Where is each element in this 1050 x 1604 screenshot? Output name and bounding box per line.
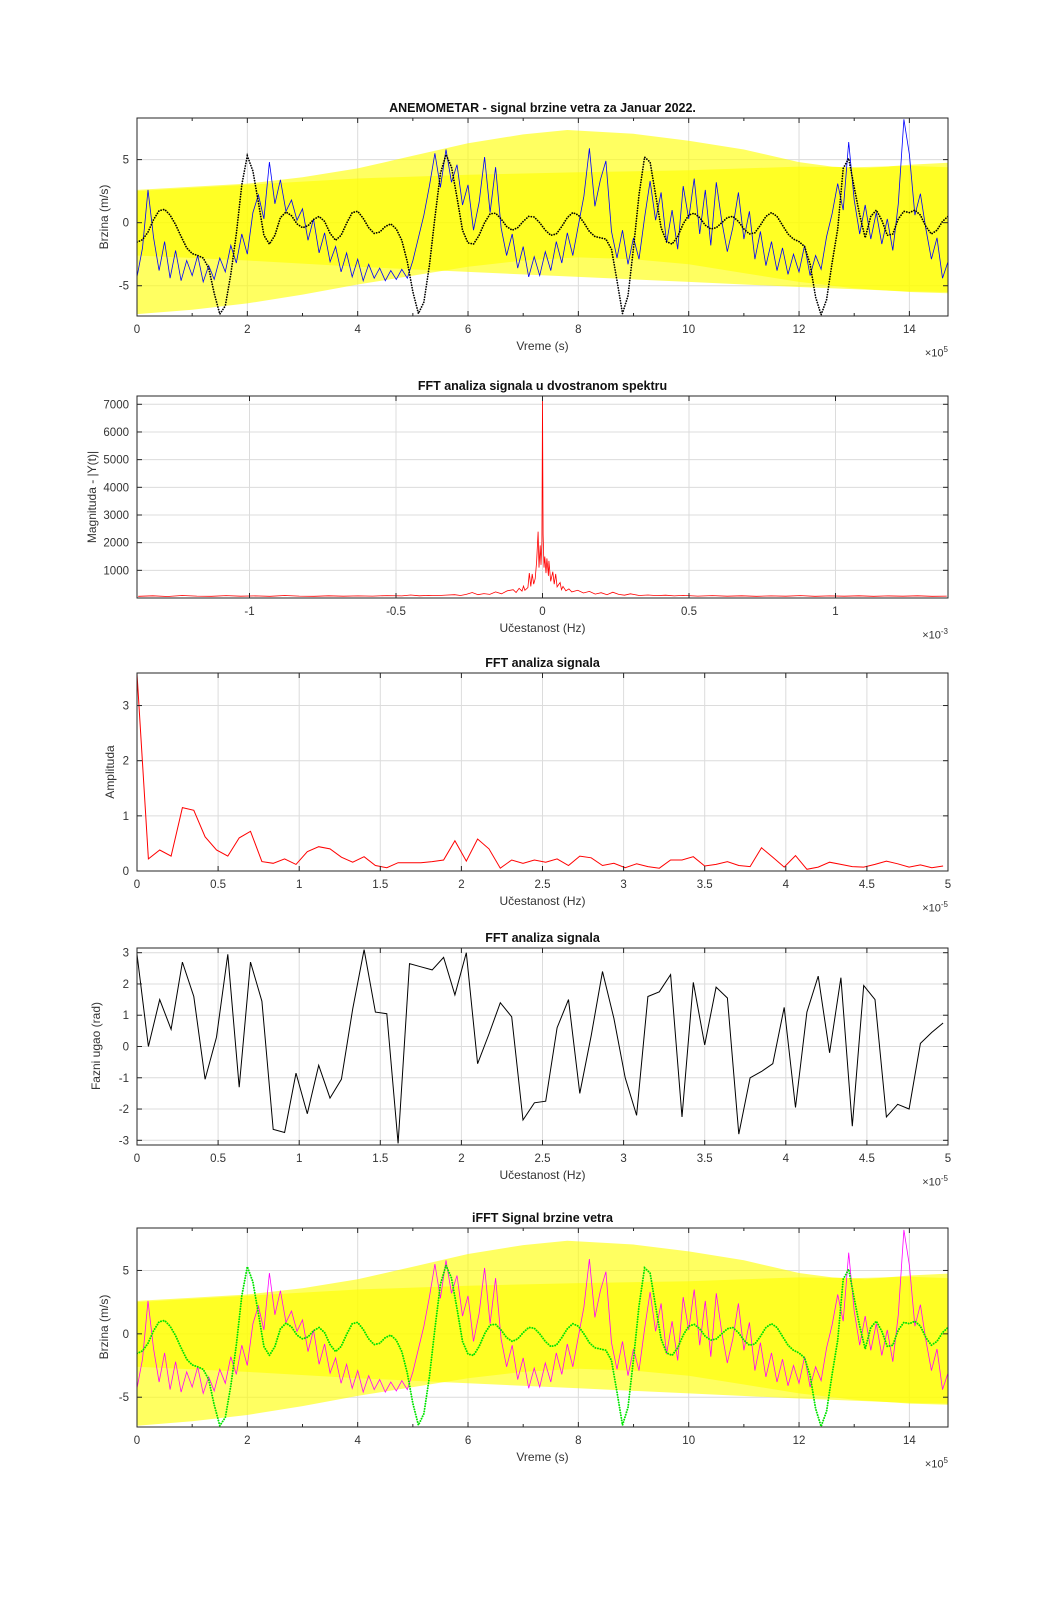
ytick-label: 3: [122, 700, 129, 713]
plot-fft-dvostrani-spektar: [103, 396, 948, 618]
plot1-x-exponent: $\times 10^5$: [924, 345, 948, 360]
xtick-label: 2: [244, 1435, 251, 1447]
ytick-label: -2: [118, 1104, 129, 1117]
xtick-label: 6: [464, 324, 472, 336]
plot-fft-faza: [119, 948, 951, 1165]
xtick-label: 3: [620, 879, 627, 891]
ytick-label: 2: [122, 978, 129, 991]
xtick-label: 2: [458, 879, 465, 891]
ytick-label: 2000: [103, 537, 129, 550]
xtick-label: 2.5: [534, 879, 551, 891]
plot3-x-exponent: $\times 10^{-5}$: [922, 900, 948, 915]
ytick-label: 1: [122, 1010, 129, 1023]
ytick-label: 3000: [103, 509, 129, 522]
ytick-label: 1: [122, 810, 129, 823]
plot3-title: FFT analiza signala: [485, 656, 600, 670]
ytick-label: 0: [122, 866, 129, 878]
xtick-label: 5: [944, 1153, 952, 1165]
ytick-label: -5: [118, 280, 129, 293]
xtick-label: 12: [792, 324, 806, 336]
plot-fft-amplituda: [123, 673, 952, 891]
series-amplitudski-spektar: [137, 674, 943, 870]
ytick-label: 5: [122, 1265, 129, 1278]
plot-ifft-signal: [119, 1228, 948, 1447]
xtick-label: 0.5: [680, 606, 697, 618]
plot4-x-exponent: $\times 10^{-5}$: [922, 1174, 948, 1189]
xtick-label: 1.5: [372, 879, 389, 891]
xtick-label: 4.5: [858, 879, 875, 891]
ytick-label: 0: [122, 1041, 129, 1054]
xtick-label: 4: [782, 879, 790, 891]
plot2-ylabel: Magnituda - |Y(t)|: [85, 450, 99, 544]
xtick-label: 3.5: [696, 879, 713, 891]
ytick-label: -5: [118, 1392, 129, 1405]
xtick-label: 2: [244, 324, 251, 336]
xtick-label: 3.5: [696, 1153, 713, 1165]
ytick-label: -3: [118, 1135, 129, 1148]
xtick-label: 8: [575, 324, 582, 336]
ytick-label: 6000: [103, 426, 129, 439]
ytick-label: 4000: [103, 482, 129, 495]
xtick-label: 4: [782, 1153, 790, 1165]
plot1-xlabel: Vreme (s): [516, 339, 569, 353]
ytick-label: 2: [122, 755, 129, 768]
xtick-label: 14: [902, 324, 916, 336]
xtick-label: 0: [133, 1153, 141, 1165]
plot4-xlabel: Učestanost (Hz): [499, 1168, 586, 1182]
plot1-ylabel: Brzina (m/s): [97, 184, 111, 250]
xtick-label: 1: [832, 606, 839, 618]
ytick-label: 0: [122, 217, 129, 230]
ytick-label: 5: [122, 154, 129, 167]
plot4-title: FFT analiza signala: [485, 931, 600, 945]
ytick-label: 7000: [103, 399, 129, 412]
xtick-label: 4: [354, 1435, 361, 1447]
plot3-xlabel: Učestanost (Hz): [499, 894, 586, 908]
ytick-label: -1: [118, 1072, 129, 1085]
xtick-label: 0: [539, 606, 546, 618]
ytick-label: 1000: [103, 565, 129, 578]
plot-anemometar-signal: [119, 118, 948, 336]
plot1-title: ANEMOMETAR - signal brzine vetra za Januar 2022.: [389, 101, 696, 115]
xtick-label: 0.5: [210, 879, 227, 891]
xtick-label: 2: [458, 1153, 465, 1165]
plot2-x-exponent: $\times 10^{-3}$: [922, 627, 948, 642]
plot4-ylabel: Fazni ugao (rad): [89, 1001, 103, 1091]
xtick-label: 1: [295, 1153, 303, 1165]
xtick-label: 4: [354, 324, 361, 336]
xtick-label: 14: [902, 1435, 916, 1447]
xtick-label: 5: [944, 879, 952, 891]
plot2-title: FFT analiza signala u dvostranom spektru: [417, 379, 668, 393]
xtick-label: 8: [575, 1435, 582, 1447]
xtick-label: 1.5: [372, 1153, 389, 1165]
xtick-label: 0: [133, 1435, 141, 1447]
xtick-label: 12: [792, 1435, 806, 1447]
xtick-label: 6: [464, 1435, 472, 1447]
plot5-title: iFFT Signal brzine vetra: [472, 1211, 613, 1225]
xtick-label: 10: [682, 1435, 696, 1447]
ytick-label: 3: [122, 947, 129, 960]
plot5-xlabel: Vreme (s): [516, 1450, 569, 1464]
xtick-label: 3: [620, 1153, 627, 1165]
xtick-label: 1: [295, 879, 303, 891]
xtick-label: 0: [133, 324, 141, 336]
xtick-label: -0.5: [386, 606, 406, 618]
ytick-label: 5000: [103, 454, 129, 467]
xtick-label: 0.5: [210, 1153, 227, 1165]
plot2-xlabel: Učestanost (Hz): [499, 621, 586, 635]
xtick-label: -1: [244, 606, 255, 618]
ytick-label: 0: [122, 1328, 129, 1341]
xtick-label: 10: [682, 324, 696, 336]
plot5-x-exponent: $\times 10^5$: [924, 1456, 948, 1471]
plot3-ylabel: Amplituda: [103, 745, 117, 799]
xtick-label: 2.5: [534, 1153, 551, 1165]
xtick-label: 0: [133, 879, 141, 891]
plot5-ylabel: Brzina (m/s): [97, 1294, 111, 1360]
xtick-label: 4.5: [858, 1153, 875, 1165]
